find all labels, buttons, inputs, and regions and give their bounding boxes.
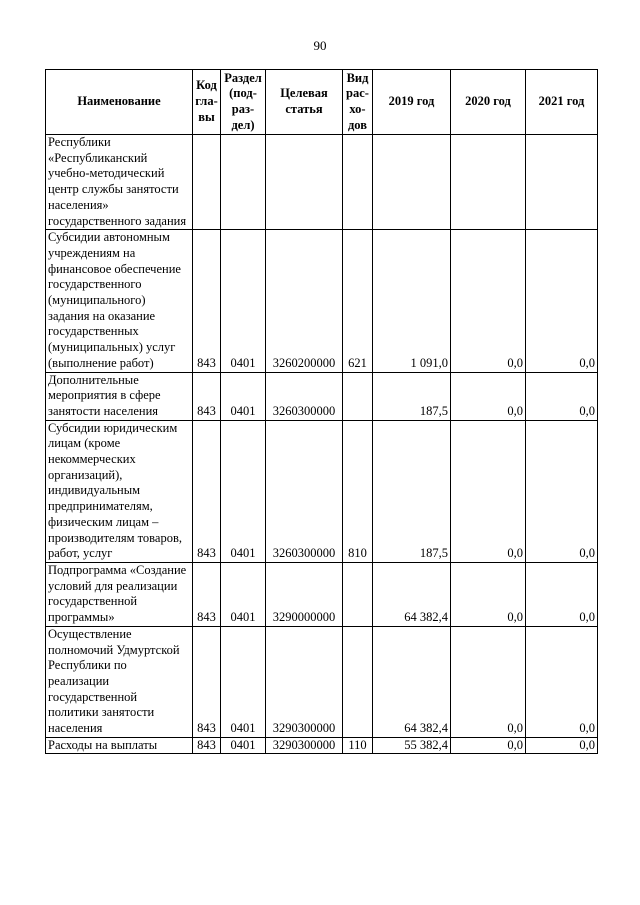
table-row: [46, 372, 598, 420]
table-row: [46, 626, 598, 737]
header-code: Код гла- вы: [193, 70, 221, 135]
row-name: Республики «Республиканский учебно-методический центр службы занятости населения» государственного задания: [46, 135, 193, 230]
row-name: Субсидии юридическим лицам (кроме некоммерческих организаций), индивидуальным предпринимателям, физическим лицам – производителям товаров, работ, услуг: [46, 420, 193, 562]
row-2019: 55 382,4: [373, 737, 451, 754]
row-code: 843: [193, 420, 221, 562]
row-2020: 0,0: [451, 562, 526, 626]
header-name: Наименование: [46, 70, 193, 135]
row-type: 810: [343, 420, 373, 562]
row-2020: 0,0: [451, 737, 526, 754]
row-code: [193, 135, 221, 230]
row-section: 0401: [221, 420, 266, 562]
row-article: 3260200000: [266, 230, 343, 372]
row-name: Дополнительные мероприятия в сфере занятости населения: [46, 372, 193, 420]
row-2021: 0,0: [526, 737, 598, 754]
row-type: [343, 562, 373, 626]
row-code: 843: [193, 626, 221, 737]
header-2019: 2019 год: [373, 70, 451, 135]
row-2019: 64 382,4: [373, 626, 451, 737]
row-code: 843: [193, 562, 221, 626]
header-2020: 2020 год: [451, 70, 526, 135]
header-2021: 2021 год: [526, 70, 598, 135]
table-row: [46, 230, 598, 372]
row-section: 0401: [221, 230, 266, 372]
row-type: [343, 372, 373, 420]
row-2019: [373, 135, 451, 230]
row-code: 843: [193, 230, 221, 372]
row-name: Субсидии автономным учреждениям на финансовое обеспечение государственного (муниципального) задания на оказание государственных (муниципальных) услуг (выполнение работ): [46, 230, 193, 372]
row-2020: 0,0: [451, 420, 526, 562]
table-row: [46, 562, 598, 626]
row-type: 110: [343, 737, 373, 754]
row-2021: [526, 135, 598, 230]
header-type: Вид рас- хо- дов: [343, 70, 373, 135]
row-2019: 1 091,0: [373, 230, 451, 372]
table-row: [46, 420, 598, 562]
row-2019: 64 382,4: [373, 562, 451, 626]
row-section: 0401: [221, 626, 266, 737]
budget-table: [45, 69, 598, 754]
row-2019: 187,5: [373, 372, 451, 420]
row-article: 3260300000: [266, 420, 343, 562]
row-section: [221, 135, 266, 230]
row-article: 3290300000: [266, 737, 343, 754]
row-section: 0401: [221, 372, 266, 420]
header-section: Раздел (под- раз- дел): [221, 70, 266, 135]
row-code: 843: [193, 737, 221, 754]
row-2019: 187,5: [373, 420, 451, 562]
row-article: [266, 135, 343, 230]
row-code: 843: [193, 372, 221, 420]
row-type: [343, 135, 373, 230]
row-section: 0401: [221, 562, 266, 626]
row-name: Подпрограмма «Создание условий для реализации государственной программы»: [46, 562, 193, 626]
row-2021: 0,0: [526, 626, 598, 737]
row-2020: 0,0: [451, 372, 526, 420]
row-name: Расходы на выплаты: [46, 737, 193, 754]
header-row: [46, 70, 598, 135]
row-type: 621: [343, 230, 373, 372]
row-section: 0401: [221, 737, 266, 754]
row-article: 3290300000: [266, 626, 343, 737]
row-2021: 0,0: [526, 420, 598, 562]
row-2021: 0,0: [526, 230, 598, 372]
page-number: 90: [313, 38, 327, 53]
row-article: 3260300000: [266, 372, 343, 420]
row-2020: 0,0: [451, 230, 526, 372]
table-row: [46, 135, 598, 230]
row-article: 3290000000: [266, 562, 343, 626]
row-2020: [451, 135, 526, 230]
row-2021: 0,0: [526, 562, 598, 626]
row-2021: 0,0: [526, 372, 598, 420]
row-name: Осуществление полномочий Удмуртской Республики по реализации государственной политики занятости населения: [46, 626, 193, 737]
row-type: [343, 626, 373, 737]
table-row: [46, 737, 598, 754]
header-article: Целевая статья: [266, 70, 343, 135]
row-2020: 0,0: [451, 626, 526, 737]
